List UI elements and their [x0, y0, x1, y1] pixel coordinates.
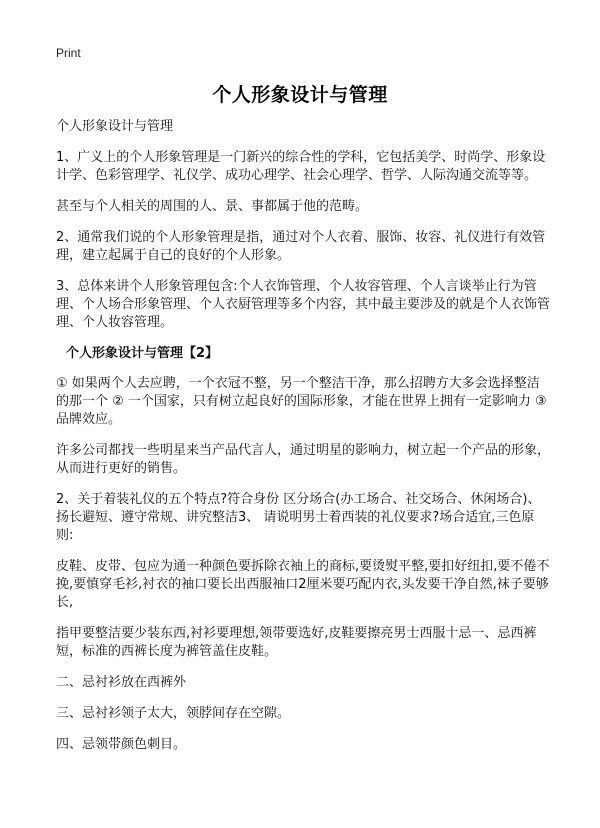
paragraph-10: 二、忌衬衫放在西裤外: [56, 675, 187, 690]
intro-paragraph: 个人形象设计与管理: [56, 119, 174, 134]
paragraph-9: 指甲要整洁要少装东西,衬衫要理想,领带要选好,皮鞋要擦亮男士西服十忌一、忌西裤短，标准的西裤长度为裤管盖住皮鞋。: [56, 626, 537, 659]
paragraph-8: 皮鞋、皮带、包应为通一种颜色要拆除衣袖上的商标,要烫熨平整,要扣好纽扣,要不倦不挽,要慎穿毛衫,衬衣的袖口要长出西服袖口2厘米要巧配内衣,头发要干净自然,袜子要够长,: [56, 559, 550, 610]
paragraph-4: 3、总体来讲个人形象管理包含:个人衣饰管理、个人妆容管理、个人言谈举止行为管理、个人场合形象管理、个人衣厨管理等多个内容，其中最主要涉及的就是个人衣饰管理、个人妆容管理。: [56, 279, 551, 330]
paragraph-2: 甚至与个人相关的周围的人、景、事都属于他的范畴。: [56, 199, 369, 214]
paragraph-5: ① 如果两个人去应聘，一个衣冠不整，另一个整洁干净，那么招聘方大多会选择整洁的那一个 ② 一个国家，只有树立起良好的国际形象，才能在世界上拥有一定影响力 ③ 品牌效应。: [56, 376, 547, 427]
section-2-heading: 个人形象设计与管理【2】: [66, 346, 219, 361]
paragraph-3: 2、通常我们说的个人形象管理是指，通过对个人衣着、服饰、妆容、礼仪进行有效管理，建立起属于自己的良好的个人形象。: [56, 230, 546, 263]
print-link[interactable]: Print: [56, 46, 81, 60]
paragraph-6: 许多公司都找一些明星来当产品代言人，通过明星的影响力，树立起一个产品的形象，从而进行更好的销售。: [56, 443, 551, 476]
paragraph-1: 1、广义上的个人形象管理是一门新兴的综合性的学科，它包括美学、时尚学、形象设计学、色彩管理学、礼仪学、成功心理学、社会心理学、哲学、人际沟通交流等等。: [56, 150, 546, 183]
paragraph-7: 2、关于着装礼仪的五个特点?符合身份 区分场合(办工场合、社交场合、休闲场合)、扬长避短、遵守常规、讲究整洁3、 请说明男士着西装的礼仪要求?场合适宜,三色原则:: [56, 492, 541, 543]
document-body: [56, 118, 550, 767]
paragraph-12: 四、忌领带颜色刺目。: [56, 737, 187, 752]
paragraph-11: 三、忌衬衫领子太大，领脖间存在空隙。: [56, 706, 291, 721]
document-title: 个人形象设计与管理: [212, 84, 388, 106]
